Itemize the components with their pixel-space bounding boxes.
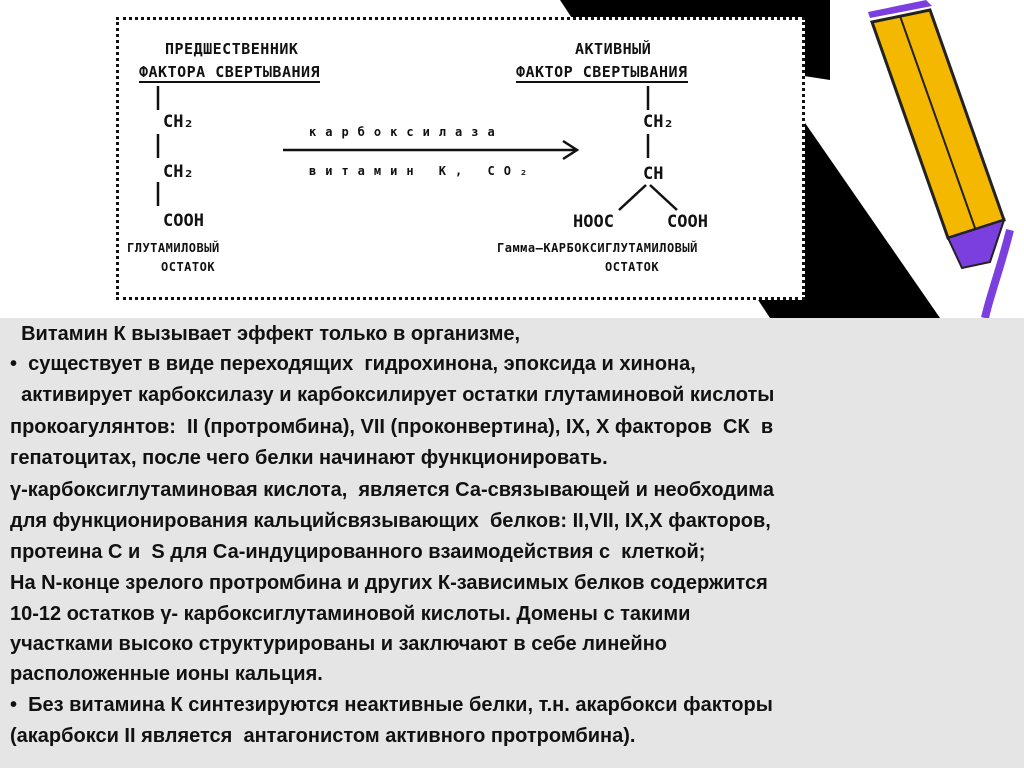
right-ch: CH <box>643 164 664 184</box>
text-line: активирует карбоксилазу и карбоксилирует остатки глутаминовой кислоты <box>10 384 775 406</box>
text-line: • существует в виде переходящих гидрохинона, эпоксида и хинона, <box>10 353 696 375</box>
right-caption-2: ОСТАТОК <box>605 260 660 274</box>
text-line: расположенные ионы кальция. <box>10 663 323 685</box>
left-caption: ГЛУТАМИЛОВЫЙ <box>127 241 220 255</box>
right-ch2: CH₂ <box>643 112 674 132</box>
left-ch2-bottom: CH₂ <box>163 162 194 182</box>
right-caption: Гамма—КАРБОКСИГЛУТАМИЛОВЫЙ <box>497 241 698 255</box>
pencil-icon <box>868 0 1004 268</box>
left-cooh: COOH <box>163 211 204 231</box>
right-hooc: HOOC <box>573 212 614 232</box>
active-title: АКТИВНЫЙ <box>575 40 652 58</box>
diagram-lines <box>119 20 802 297</box>
left-caption-2: ОСТАТОК <box>161 260 216 274</box>
text-line: гепатоцитах, после чего белки начинают функционировать. <box>10 447 608 469</box>
text-line: для функционирования кальцийсвязывающих белков: II,VII, IX,X факторов, <box>10 510 771 532</box>
precursor-subtitle: ФАКТОРА СВЕРТЫВАНИЯ <box>139 63 321 81</box>
text-line: • Без витамина К синтезируются неактивные белки, т.н. акарбокси факторы <box>10 694 773 716</box>
text-line: (акарбокси II является антагонистом активного протромбина). <box>10 725 636 747</box>
right-cooh: COOH <box>667 212 708 232</box>
arrow-label-top: карбоксилаза <box>309 125 504 139</box>
arrow-label-bottom: витамин K, CO₂ <box>309 164 537 178</box>
left-ch2-top: CH₂ <box>163 112 194 132</box>
text-line: 10-12 остатков γ- карбоксиглутаминовой кислоты. Домены с такими <box>10 603 691 625</box>
text-line: Витамин К вызывает эффект только в организме, <box>10 323 521 345</box>
text-line: прокоагулянтов: II (протромбина), VII (проконвертина), IX, X факторов СК в <box>10 416 774 438</box>
text-line: протеина С и S для Са-индуцированного взаимодействия с клеткой; <box>10 541 706 563</box>
text-line: участками высоко структурированы и заключают в себе линейно <box>10 633 668 655</box>
text-line: γ-карбоксиглутаминовая кислота, является Са-связывающей и необходима <box>10 479 774 501</box>
active-subtitle: ФАКТОР СВЕРТЫВАНИЯ <box>516 63 688 81</box>
text-panel <box>0 318 1024 768</box>
text-line: На N-конце зрелого протромбина и других К-зависимых белков содержится <box>10 572 768 594</box>
precursor-title: ПРЕДШЕСТВЕННИК <box>165 40 299 58</box>
carboxylation-diagram <box>116 17 805 300</box>
